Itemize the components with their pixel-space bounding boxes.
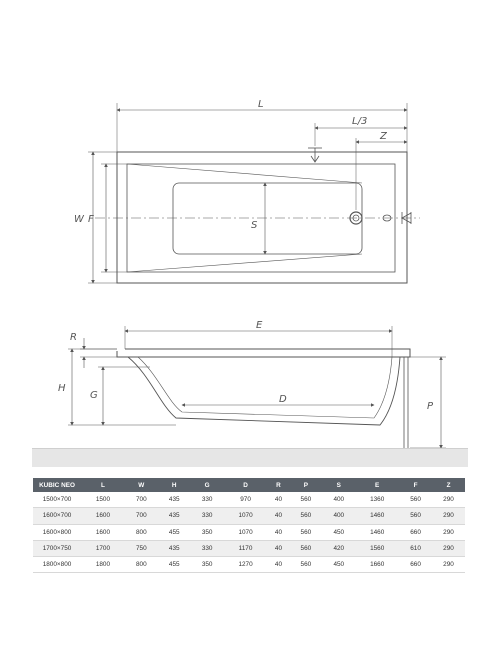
table-cell: 1700 xyxy=(81,540,125,556)
table-cell: 560 xyxy=(289,508,322,524)
dimensions-table xyxy=(33,478,465,573)
table-cell: 1070 xyxy=(224,524,268,540)
table-cell: 435 xyxy=(158,540,191,556)
table-cell: 560 xyxy=(289,540,322,556)
label-F: F xyxy=(88,214,94,225)
table-row xyxy=(33,508,465,524)
table-cell: 560 xyxy=(289,524,322,540)
header-S: S xyxy=(322,478,355,492)
label-L: L xyxy=(258,99,264,110)
header-L: L xyxy=(81,478,125,492)
cell-model: 1700×750 xyxy=(33,540,81,556)
label-G: G xyxy=(90,390,98,401)
table-cell: 660 xyxy=(399,557,432,573)
table-cell: 450 xyxy=(322,557,355,573)
table-cell: 290 xyxy=(432,540,465,556)
table-cell: 450 xyxy=(322,524,355,540)
table-cell: 40 xyxy=(267,557,289,573)
cell-model: 1600×800 xyxy=(33,524,81,540)
table-cell: 40 xyxy=(267,508,289,524)
table-cell: 1460 xyxy=(355,508,399,524)
table-cell: 290 xyxy=(432,492,465,508)
label-D: D xyxy=(279,394,287,405)
table-cell: 1560 xyxy=(355,540,399,556)
cell-model: 1600×700 xyxy=(33,508,81,524)
table-cell: 400 xyxy=(322,492,355,508)
table-cell: 750 xyxy=(125,540,158,556)
header-G: G xyxy=(191,478,224,492)
table-cell: 435 xyxy=(158,508,191,524)
header-R: R xyxy=(267,478,289,492)
table-cell: 40 xyxy=(267,540,289,556)
table-header-row xyxy=(33,478,465,492)
table-cell: 660 xyxy=(399,524,432,540)
table-cell: 330 xyxy=(191,508,224,524)
header-Z: Z xyxy=(432,478,465,492)
table-cell: 435 xyxy=(158,492,191,508)
tap-icon xyxy=(308,148,322,162)
table-cell: 290 xyxy=(432,557,465,573)
side-view-labels xyxy=(58,320,434,412)
table-cell: 1600 xyxy=(81,524,125,540)
table-cell: 1800 xyxy=(81,557,125,573)
table-cell: 560 xyxy=(289,557,322,573)
table-cell: 970 xyxy=(224,492,268,508)
table-cell: 1460 xyxy=(355,524,399,540)
table-cell: 1600 xyxy=(81,508,125,524)
table-row xyxy=(33,492,465,508)
header-E: E xyxy=(355,478,399,492)
table-cell: 800 xyxy=(125,557,158,573)
table-cell: 40 xyxy=(267,492,289,508)
label-Z: Z xyxy=(380,131,387,142)
top-view-labels xyxy=(74,99,388,231)
table-cell: 40 xyxy=(267,524,289,540)
table-cell: 560 xyxy=(399,508,432,524)
header-model: KUBIC NEO xyxy=(33,478,81,492)
table-cell: 330 xyxy=(191,492,224,508)
cell-model: 1500×700 xyxy=(33,492,81,508)
label-L3: L/3 xyxy=(352,116,368,127)
table-row xyxy=(33,557,465,573)
table-cell: 1500 xyxy=(81,492,125,508)
table-cell: 560 xyxy=(289,492,322,508)
table-cell: 1660 xyxy=(355,557,399,573)
tub-bottom-outline xyxy=(173,183,362,254)
table-cell: 700 xyxy=(125,492,158,508)
side-view xyxy=(68,326,446,448)
table-row xyxy=(33,540,465,556)
table-cell: 420 xyxy=(322,540,355,556)
table-cell: 290 xyxy=(432,508,465,524)
header-H: H xyxy=(158,478,191,492)
table-cell: 350 xyxy=(191,524,224,540)
table-cell: 1170 xyxy=(224,540,268,556)
table-cell: 400 xyxy=(322,508,355,524)
label-S: S xyxy=(251,220,258,231)
top-view xyxy=(88,103,420,283)
label-H: H xyxy=(58,383,66,394)
table-cell: 700 xyxy=(125,508,158,524)
header-F: F xyxy=(399,478,432,492)
header-W: W xyxy=(125,478,158,492)
table-cell: 610 xyxy=(399,540,432,556)
table-cell: 1270 xyxy=(224,557,268,573)
tub-rim-profile xyxy=(117,349,410,357)
header-P: P xyxy=(289,478,322,492)
header-D: D xyxy=(224,478,268,492)
table-cell: 350 xyxy=(191,557,224,573)
table-cell: 455 xyxy=(158,524,191,540)
floor-line xyxy=(32,448,468,467)
label-E: E xyxy=(256,320,263,331)
table-cell: 330 xyxy=(191,540,224,556)
table-cell: 800 xyxy=(125,524,158,540)
label-R: R xyxy=(70,332,77,343)
table-cell: 1070 xyxy=(224,508,268,524)
label-P: P xyxy=(427,401,434,412)
cell-model: 1800×800 xyxy=(33,557,81,573)
table-row xyxy=(33,524,465,540)
table-cell: 455 xyxy=(158,557,191,573)
table-cell: 1360 xyxy=(355,492,399,508)
table-cell: 290 xyxy=(432,524,465,540)
label-W: W xyxy=(74,214,84,225)
table-cell: 560 xyxy=(399,492,432,508)
tub-outer-outline xyxy=(117,152,407,283)
